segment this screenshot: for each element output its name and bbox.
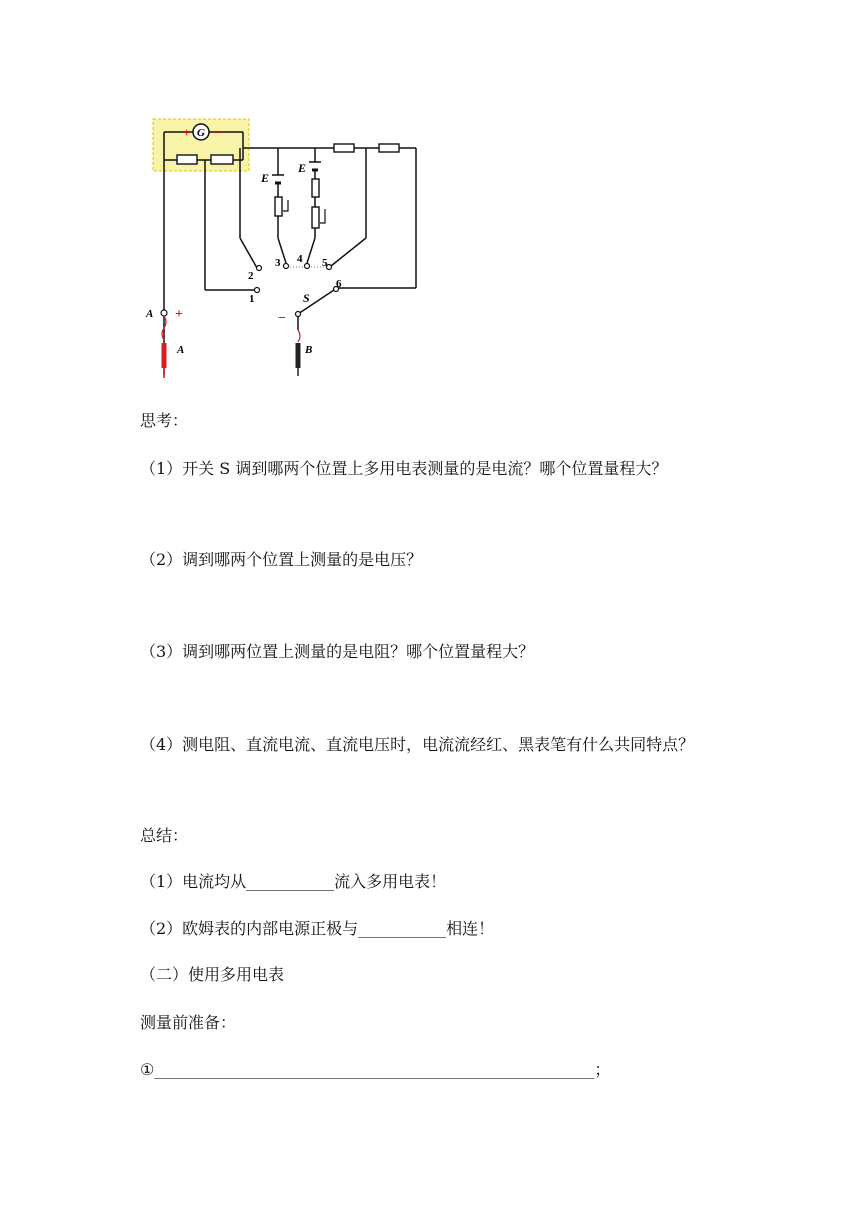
section-title: （二）使用多用电表 xyxy=(140,965,285,984)
prep-item-1: ①_______________________________________________________； xyxy=(140,1060,611,1079)
question-3: （3）调到哪两位置上测量的是电阻？哪个位置量程大？ xyxy=(140,642,535,661)
question-1: （1）开关 S 调到哪两个位置上多用电表测量的是电流？哪个位置量程大？ xyxy=(140,459,668,478)
meter-minus-label: − xyxy=(214,125,222,140)
question-2: （2）调到哪两个位置上测量的是电压？ xyxy=(140,550,423,569)
terminal-a-label: A xyxy=(146,308,154,320)
terminal-label-3: 3 xyxy=(275,257,281,269)
meter-plus-label: + xyxy=(183,125,191,140)
switch-label: S xyxy=(303,291,310,305)
terminal-label-2: 2 xyxy=(248,270,254,282)
prep-heading: 测量前准备： xyxy=(140,1013,237,1032)
battery-label-1: E xyxy=(261,171,270,185)
red-probe-icon xyxy=(162,343,167,368)
terminal-label-4: 4 xyxy=(297,253,303,265)
probe-b-sign: − xyxy=(278,311,286,326)
summary-item-2: （2）欧姆表的内部电源正极与___________相连！ xyxy=(140,919,495,938)
multimeter-circuit-diagram xyxy=(136,110,436,385)
terminal-label-5: 5 xyxy=(322,257,328,269)
battery-label-2: E xyxy=(298,161,307,175)
summary-item-1: （1）电流均从___________流入多用电表！ xyxy=(140,872,447,891)
probe-b-label: B xyxy=(305,344,313,356)
think-heading: 思考： xyxy=(140,411,189,430)
black-probe-icon xyxy=(296,343,301,368)
terminal-label-1: 1 xyxy=(249,293,255,305)
terminal-label-6: 6 xyxy=(336,278,342,290)
probe-a-label: A xyxy=(177,344,185,356)
question-4: （4）测电阻、直流电流、直流电压时，电流流经红、黑表笔有什么共同特点？ xyxy=(140,735,695,754)
meter-label: G xyxy=(197,127,205,139)
summary-heading: 总结： xyxy=(140,826,189,845)
probe-a-sign: + xyxy=(175,307,183,322)
